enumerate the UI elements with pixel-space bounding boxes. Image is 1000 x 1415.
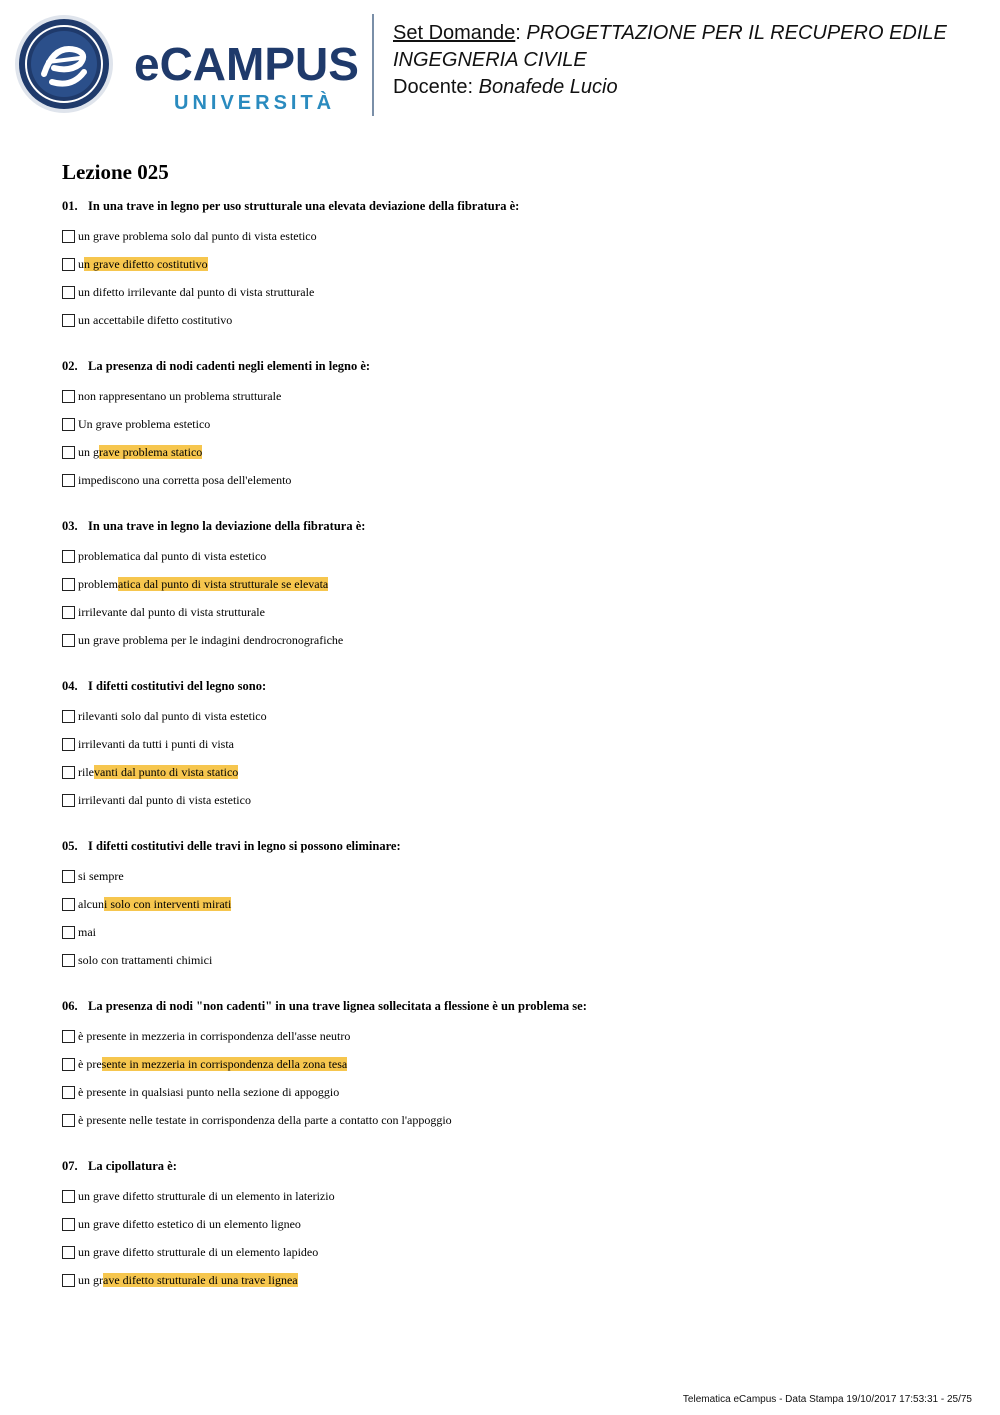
course-title: PROGETTAZIONE PER IL RECUPERO EDILE bbox=[526, 22, 947, 44]
question-title bbox=[62, 356, 962, 376]
answer-checkbox[interactable] bbox=[62, 230, 75, 243]
answer-checkbox[interactable] bbox=[62, 446, 75, 459]
answer-option[interactable] bbox=[62, 306, 962, 334]
lesson-title: Lezione 025 bbox=[62, 160, 169, 184]
ecampus-logo bbox=[14, 14, 358, 114]
answer-checkbox[interactable] bbox=[62, 1030, 75, 1043]
question-text: In una trave in legno per uso strutturale una elevata deviazione della fibratura è: bbox=[88, 199, 520, 213]
answer-text: irrilevanti da tutti i punti di vista bbox=[78, 736, 234, 751]
answer-checkbox[interactable] bbox=[62, 898, 75, 911]
brand-wordmark bbox=[134, 40, 358, 120]
answer-checkbox[interactable] bbox=[62, 1058, 75, 1071]
answer-option[interactable] bbox=[62, 250, 962, 278]
answer-checkbox[interactable] bbox=[62, 954, 75, 967]
answer-option[interactable] bbox=[62, 1266, 962, 1294]
answer-option[interactable] bbox=[62, 946, 962, 974]
answer-checkbox[interactable] bbox=[62, 794, 75, 807]
question-number: 07. bbox=[62, 1159, 78, 1173]
answer-text: irrilevanti dal punto di vista estetico bbox=[78, 792, 251, 807]
answer-option[interactable] bbox=[62, 1238, 962, 1266]
answer-checkbox[interactable] bbox=[62, 1190, 75, 1203]
answer-text: impediscono una corretta posa dell'elemento bbox=[78, 472, 292, 487]
answer-checkbox[interactable] bbox=[62, 926, 75, 939]
answer-option[interactable] bbox=[62, 598, 962, 626]
answer-option[interactable] bbox=[62, 862, 962, 890]
answer-label bbox=[78, 737, 234, 752]
answer-option[interactable] bbox=[62, 1050, 962, 1078]
answer-text: un grave difetto strutturale di un elemento in laterizio bbox=[78, 1188, 335, 1203]
answer-option[interactable] bbox=[62, 410, 962, 438]
answer-checkbox[interactable] bbox=[62, 766, 75, 779]
answer-checkbox[interactable] bbox=[62, 606, 75, 619]
question-text: La presenza di nodi "non cadenti" in una trave lignea sollecitata a flessione è un problema se: bbox=[88, 999, 587, 1013]
set-separator: : bbox=[515, 22, 527, 44]
answer-option[interactable] bbox=[62, 438, 962, 466]
question-number: 01. bbox=[62, 199, 78, 213]
answer-checkbox[interactable] bbox=[62, 314, 75, 327]
answer-text: alcun bbox=[78, 896, 104, 911]
answer-option[interactable] bbox=[62, 1078, 962, 1106]
answer-highlight: n grave difetto costitutivo bbox=[84, 256, 208, 271]
answer-label bbox=[78, 925, 96, 940]
answer-text: problematica dal punto di vista estetico bbox=[78, 548, 267, 563]
answer-text: rile bbox=[78, 764, 94, 779]
answer-text: rilevanti solo dal punto di vista estetico bbox=[78, 708, 267, 723]
answer-option[interactable] bbox=[62, 758, 962, 786]
answer-label bbox=[78, 549, 266, 564]
answer-label bbox=[78, 473, 291, 488]
question-text: I difetti costitutivi del legno sono: bbox=[88, 679, 267, 693]
question-title bbox=[62, 1156, 962, 1176]
answer-option[interactable] bbox=[62, 222, 962, 250]
ecampus-emblem-icon bbox=[14, 14, 114, 114]
answer-label bbox=[78, 869, 124, 884]
answer-option[interactable] bbox=[62, 466, 962, 494]
answer-label bbox=[78, 1029, 350, 1044]
question-number: 06. bbox=[62, 999, 78, 1013]
answer-text: un g bbox=[78, 444, 99, 459]
answer-option[interactable] bbox=[62, 278, 962, 306]
question-number: 02. bbox=[62, 359, 78, 373]
answer-text: u bbox=[78, 256, 84, 271]
answer-label bbox=[78, 605, 265, 620]
question-text: La cipollatura è: bbox=[88, 1159, 177, 1173]
answer-text: un grave problema per le indagini dendrocronografiche bbox=[78, 632, 344, 647]
answer-text: Un grave problema estetico bbox=[78, 416, 211, 431]
answer-option[interactable] bbox=[62, 1022, 962, 1050]
answer-label bbox=[78, 445, 202, 460]
answer-checkbox[interactable] bbox=[62, 286, 75, 299]
answer-option[interactable] bbox=[62, 918, 962, 946]
question-list bbox=[62, 196, 962, 1316]
answer-highlight: ave difetto strutturale di una trave lignea bbox=[103, 1272, 298, 1287]
answer-checkbox[interactable] bbox=[62, 418, 75, 431]
answer-option[interactable] bbox=[62, 890, 962, 918]
question-block bbox=[62, 516, 962, 654]
answer-label bbox=[78, 577, 328, 592]
answer-highlight: rave problema statico bbox=[99, 444, 203, 459]
question-title bbox=[62, 196, 962, 216]
answer-option[interactable] bbox=[62, 542, 962, 570]
answer-option[interactable] bbox=[62, 730, 962, 758]
question-text: La presenza di nodi cadenti negli elementi in legno è: bbox=[88, 359, 371, 373]
question-block bbox=[62, 356, 962, 494]
answer-option[interactable] bbox=[62, 570, 962, 598]
brand-name: eCAMPUS bbox=[134, 38, 359, 90]
answer-checkbox[interactable] bbox=[62, 1218, 75, 1231]
header-divider bbox=[372, 14, 374, 116]
answer-option[interactable] bbox=[62, 702, 962, 730]
answer-checkbox[interactable] bbox=[62, 1274, 75, 1287]
header-info bbox=[393, 20, 983, 101]
page-footer: Telematica eCampus - Data Stampa 19/10/2017 17:53:31 - 25/75 bbox=[682, 1394, 972, 1405]
answer-option[interactable] bbox=[62, 626, 962, 654]
answer-label bbox=[78, 1113, 452, 1128]
answer-text: è presente in qualsiasi punto nella sezione di appoggio bbox=[78, 1084, 340, 1099]
teacher-label: Docente: bbox=[393, 76, 479, 98]
answer-checkbox[interactable] bbox=[62, 1114, 75, 1127]
question-number: 05. bbox=[62, 839, 78, 853]
answer-checkbox[interactable] bbox=[62, 390, 75, 403]
answer-text: problem bbox=[78, 576, 118, 591]
answer-label bbox=[78, 1273, 298, 1288]
question-block bbox=[62, 676, 962, 814]
question-number: 04. bbox=[62, 679, 78, 693]
question-block bbox=[62, 836, 962, 974]
answer-label bbox=[78, 1217, 301, 1232]
answer-highlight: atica dal punto di vista strutturale se elevata bbox=[118, 576, 329, 591]
answer-option[interactable] bbox=[62, 1106, 962, 1134]
answer-label bbox=[78, 953, 212, 968]
answer-highlight: vanti dal punto di vista statico bbox=[94, 764, 239, 779]
answer-label bbox=[78, 1189, 335, 1204]
question-text: I difetti costitutivi delle travi in legno si possono eliminare: bbox=[88, 839, 401, 853]
question-block bbox=[62, 1156, 962, 1294]
answer-label bbox=[78, 1057, 347, 1072]
teacher-name: Bonafede Lucio bbox=[478, 76, 618, 98]
brand-subtitle: UNIVERSITÀ bbox=[174, 92, 336, 114]
answer-text: un grave problema solo dal punto di vista estetico bbox=[78, 228, 317, 243]
answer-text: un difetto irrilevante dal punto di vista strutturale bbox=[78, 284, 315, 299]
question-title bbox=[62, 996, 962, 1016]
answer-text: non rappresentano un problema strutturale bbox=[78, 388, 282, 403]
answer-label bbox=[78, 285, 314, 300]
answer-text: è presente in mezzeria in corrispondenza dell'asse neutro bbox=[78, 1028, 351, 1043]
answer-option[interactable] bbox=[62, 1210, 962, 1238]
answer-checkbox[interactable] bbox=[62, 474, 75, 487]
answer-label bbox=[78, 765, 238, 780]
answer-text: è presente nelle testate in corrispondenza della parte a contatto con l'appoggio bbox=[78, 1112, 452, 1127]
answer-label bbox=[78, 1085, 339, 1100]
answer-label bbox=[78, 709, 267, 724]
answer-text: si sempre bbox=[78, 868, 124, 883]
answer-checkbox[interactable] bbox=[62, 634, 75, 647]
answer-label bbox=[78, 1245, 318, 1260]
answer-option[interactable] bbox=[62, 1182, 962, 1210]
answer-checkbox[interactable] bbox=[62, 1246, 75, 1259]
question-title bbox=[62, 676, 962, 696]
answer-checkbox[interactable] bbox=[62, 738, 75, 751]
answer-label bbox=[78, 257, 208, 272]
answer-label bbox=[78, 633, 343, 648]
question-title bbox=[62, 516, 962, 536]
answer-checkbox[interactable] bbox=[62, 550, 75, 563]
question-block bbox=[62, 196, 962, 334]
question-text: In una trave in legno la deviazione della fibratura è: bbox=[88, 519, 366, 533]
course-subtitle: INGEGNERIA CIVILE bbox=[393, 49, 587, 71]
answer-text: solo con trattamenti chimici bbox=[78, 952, 213, 967]
answer-text: mai bbox=[78, 924, 96, 939]
answer-text: un accettabile difetto costitutivo bbox=[78, 312, 233, 327]
teacher-line bbox=[393, 74, 983, 101]
answer-label bbox=[78, 389, 281, 404]
course-line bbox=[393, 20, 983, 47]
answer-checkbox[interactable] bbox=[62, 258, 75, 271]
answer-checkbox[interactable] bbox=[62, 710, 75, 723]
answer-text: irrilevante dal punto di vista strutturale bbox=[78, 604, 265, 619]
answer-highlight: i solo con interventi mirati bbox=[104, 896, 232, 911]
answer-text: un grave difetto strutturale di un elemento lapideo bbox=[78, 1244, 319, 1259]
answer-highlight: sente in mezzeria in corrispondenza della zona tesa bbox=[101, 1056, 348, 1071]
answer-text: è pre bbox=[78, 1056, 102, 1071]
answer-label bbox=[78, 897, 231, 912]
answer-option[interactable] bbox=[62, 786, 962, 814]
answer-label bbox=[78, 229, 317, 244]
answer-label bbox=[78, 313, 232, 328]
answer-checkbox[interactable] bbox=[62, 578, 75, 591]
answer-checkbox[interactable] bbox=[62, 870, 75, 883]
answer-option[interactable] bbox=[62, 382, 962, 410]
answer-text: un grave difetto estetico di un elemento ligneo bbox=[78, 1216, 301, 1231]
answer-label bbox=[78, 793, 251, 808]
answer-label bbox=[78, 417, 210, 432]
question-number: 03. bbox=[62, 519, 78, 533]
question-block bbox=[62, 996, 962, 1134]
answer-text: un gr bbox=[78, 1272, 103, 1287]
question-title bbox=[62, 836, 962, 856]
set-label: Set Domande bbox=[393, 22, 516, 44]
answer-checkbox[interactable] bbox=[62, 1086, 75, 1099]
